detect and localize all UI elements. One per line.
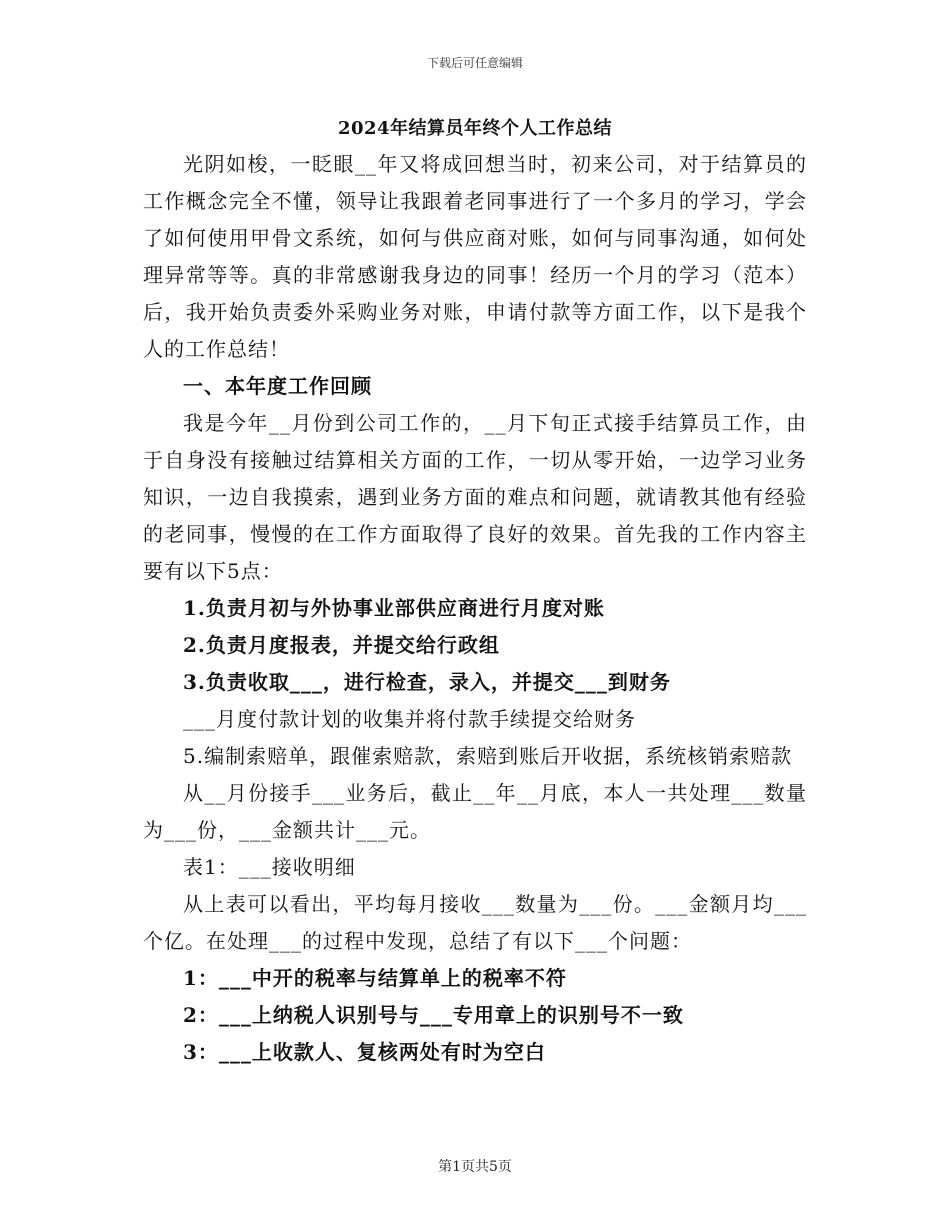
table-caption: 表1：___接收明细 <box>183 855 356 879</box>
duty-item-1: 1.负责月初与外协事业部供应商进行月度对账 <box>183 596 605 620</box>
summary-paragraph: 从__月份接手___业务后，截止__年__月底，本人一共处理___数量为___份，___金额共计___元。 <box>143 781 807 842</box>
section-heading: 一、本年度工作回顾 <box>183 374 372 398</box>
header-note: 下载后可任意编辑 <box>426 56 523 70</box>
duty-item-2: 2.负责月度报表，并提交给行政组 <box>183 633 500 657</box>
issue-item-1: 1：___中开的税率与结算单上的税率不符 <box>183 966 567 990</box>
duty-item-3: 3.负责收取___，进行检查，录入，并提交___到财务 <box>183 670 671 694</box>
review-paragraph: 我是今年__月份到公司工作的，__月下旬正式接手结算员工作，由于自身没有接触过结算相关方面的工作，一切从零开始，一边学习业务知识，一边自我摸索，遇到业务方面的难点和问题，就请教其他有经验的老同事，慢慢的在工作方面取得了良好的效果。首先我的工作内容主要有以下5点： <box>143 411 807 583</box>
document-body <box>143 146 807 1071</box>
intro-paragraph: 光阴如梭，一眨眼__年又将成回想当时，初来公司，对于结算员的工作概念完全不懂，领导让我跟着老同事进行了一个多月的学习，学会了如何使用甲骨文系统，如何与供应商对账，如何与同事沟通，如何处理异常等等。真的非常感谢我身边的同事！经历一个月的学习（范本）后，我开始负责委外采购业务对账，申请付款等方面工作，以下是我个人的工作总结！ <box>143 152 807 361</box>
analysis-paragraph: 从上表可以看出，平均每月接收___数量为___份。___金额月均___个亿。在处理___的过程中发现，总结了有以下___个问题： <box>143 892 807 953</box>
issue-item-2: 2：___上纳税人识别号与___专用章上的识别号不一致 <box>183 1003 684 1027</box>
duty-item-4: ___月度付款计划的收集并将付款手续提交给财务 <box>183 707 636 731</box>
document-title: 2024年结算员年终个人工作总结 <box>337 118 613 139</box>
issue-item-3: 3：___上收款人、复核两处有时为空白 <box>183 1040 546 1064</box>
duty-item-5: 5.编制索赔单，跟催索赔款，索赔到账后开收据，系统核销索赔款 <box>183 744 793 768</box>
page-footer: 第1页共5页 <box>438 1159 512 1175</box>
